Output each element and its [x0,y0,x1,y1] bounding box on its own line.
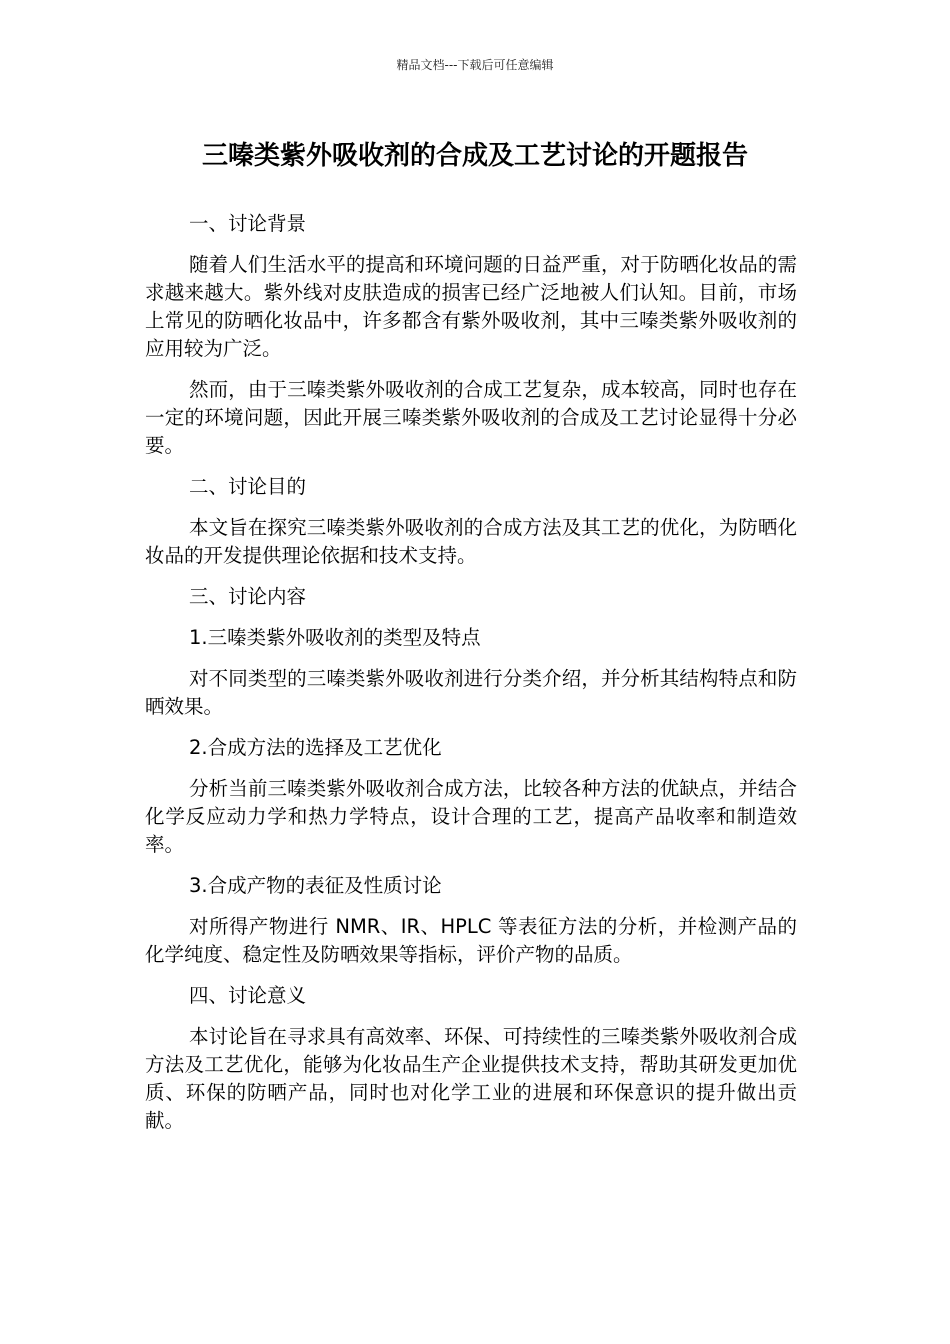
document-title: 三嗪类紫外吸收剂的合成及工艺讨论的开题报告 [201,141,748,171]
paragraph: 对不同类型的三嗪类紫外吸收剂进行分类介绍，并分析其结构特点和防晒效果。 [145,667,797,718]
section-heading-content: 三、讨论内容 [189,585,307,608]
paragraph: 本讨论旨在寻求具有高效率、环保、可持续性的三嗪类紫外吸收剂合成方法及工艺优化，能够为化妆品生产企业提供技术支持，帮助其研发更加优质、环保的防晒产品，同时也对化学工业的进展和环保意识的提升做出贡献。 [145,1025,797,1132]
paragraph: 随着人们生活水平的提高和环境问题的日益严重，对于防晒化妆品的需求越来越大。紫外线对皮肤造成的损害已经广泛地被人们认知。目前，市场上常见的防晒化妆品中，许多都含有紫外吸收剂，其中三嗪类紫外吸收剂的应用较为广泛。 [145,253,797,360]
subheading: 3.合成产物的表征及性质讨论 [189,874,442,897]
paragraph: 对所得产物进行 NMR、IR、HPLC 等表征方法的分析，并检测产品的化学纯度、稳定性及防晒效果等指标，评价产物的品质。 [145,915,797,966]
document-body [145,210,797,1148]
section-heading-background: 一、讨论背景 [189,212,307,235]
paragraph: 然而，由于三嗪类紫外吸收剂的合成工艺复杂，成本较高，同时也存在一定的环境问题，因此开展三嗪类紫外吸收剂的合成及工艺讨论显得十分必要。 [145,378,797,457]
paragraph: 本文旨在探究三嗪类紫外吸收剂的合成方法及其工艺的优化，为防晒化妆品的开发提供理论依据和技术支持。 [145,516,797,567]
page-header: 精品文档---下载后可任意编辑 [396,58,554,72]
subheading: 2.合成方法的选择及工艺优化 [189,736,442,759]
subheading: 1.三嗪类紫外吸收剂的类型及特点 [189,626,481,649]
section-heading-purpose: 二、讨论目的 [189,475,307,498]
section-heading-significance: 四、讨论意义 [189,984,307,1007]
paragraph: 分析当前三嗪类紫外吸收剂合成方法，比较各种方法的优缺点，并结合化学反应动力学和热力学特点，设计合理的工艺，提高产品收率和制造效率。 [145,777,797,856]
